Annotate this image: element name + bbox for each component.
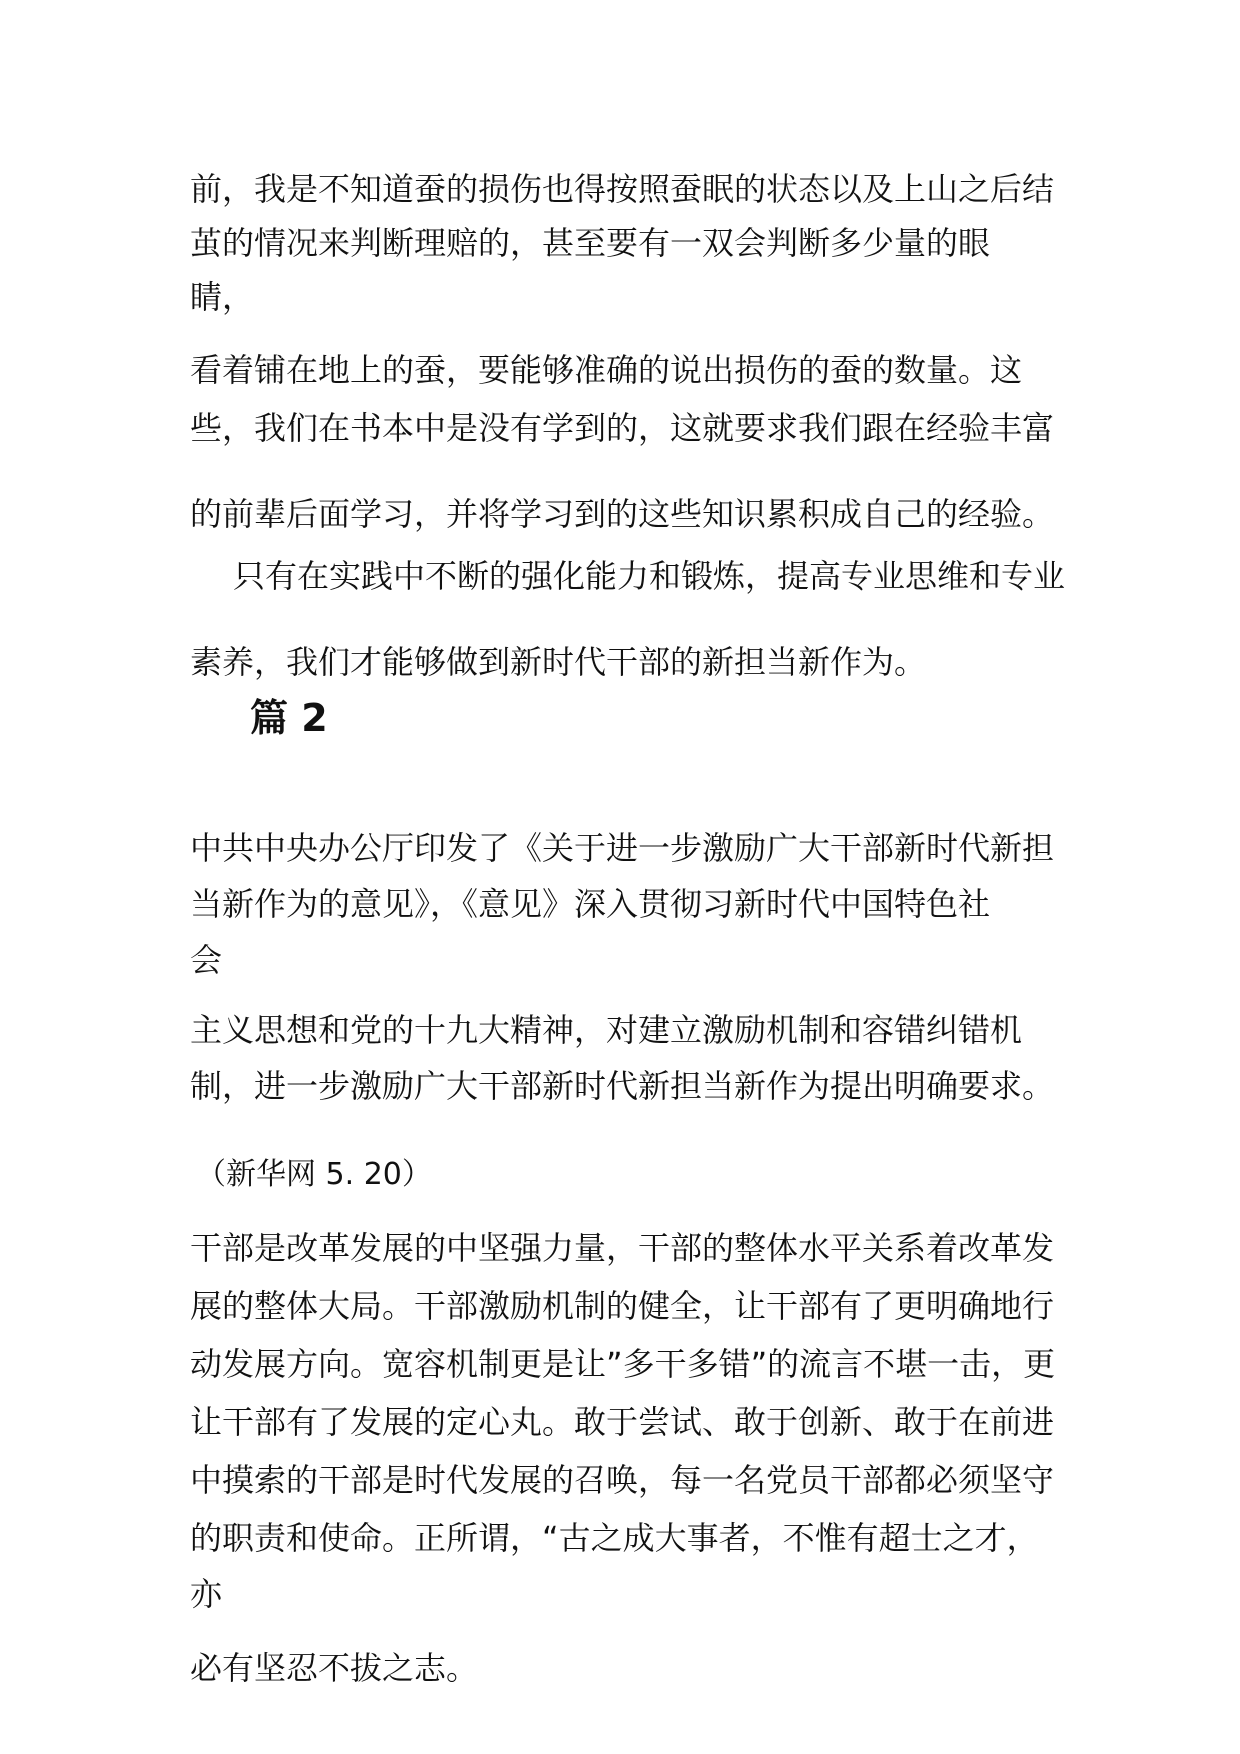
text-line: 当新作为的意见》，《意见》深入贯彻习新时代中国特色社 [190,885,991,923]
text-line: 干部是改革发展的中坚强力量，干部的整体水平关系着改革发 [190,1229,1055,1267]
text-line: 制，进一步激励广大干部新时代新担当新作为提出明确要求。 [190,1067,1055,1105]
text-line: 前，我是不知道蚕的损伤也得按照蚕眠的状态以及上山之后结 [190,170,1055,208]
text-line: 些，我们在书本中是没有学到的，这就要求我们跟在经验丰富 [190,409,1055,447]
text-line: 的前辈后面学习，并将学习到的这些知识累积成自己的经验。 [190,495,1055,533]
source-citation: （新华网 5. 20） [196,1157,432,1192]
text-line: 让干部有了发展的定心丸。敢于尝试、敢于创新、敢于在前进 [190,1403,1055,1441]
text-line: 主义思想和党的十九大精神，对建立激励机制和容错纠错机 [190,1011,1023,1049]
text-line: 睛， [190,278,255,316]
section-heading: 篇 2 [250,696,328,740]
text-line: 亦 [190,1575,223,1613]
text-line: 展的整体大局。干部激励机制的健全，让干部有了更明确地行 [190,1287,1055,1325]
text-line: 茧的情况来判断理赔的，甚至要有一双会判断多少量的眼 [190,224,991,262]
text-line: 只有在实践中不断的强化能力和锻炼，提高专业思维和专业 [233,557,1066,595]
text-line: 中共中央办公厅印发了《关于进一步激励广大干部新时代新担 [190,829,1055,867]
text-line: 的职责和使命。正所谓，“古之成大事者，不惟有超士之才， [190,1519,1039,1557]
text-line: 必有坚忍不拔之志。 [190,1649,479,1687]
text-line: 素养，我们才能够做到新时代干部的新担当新作为。 [190,643,927,681]
text-line: 看着铺在地上的蚕，要能够准确的说出损伤的蚕的数量。这 [190,351,1023,389]
text-line: 会 [190,941,223,979]
text-line: 中摸索的干部是时代发展的召唤，每一名党员干部都必须坚守 [190,1461,1055,1499]
text-line: 动发展方向。宽容机制更是让”多干多错”的流言不堪一击，更 [190,1345,1056,1383]
